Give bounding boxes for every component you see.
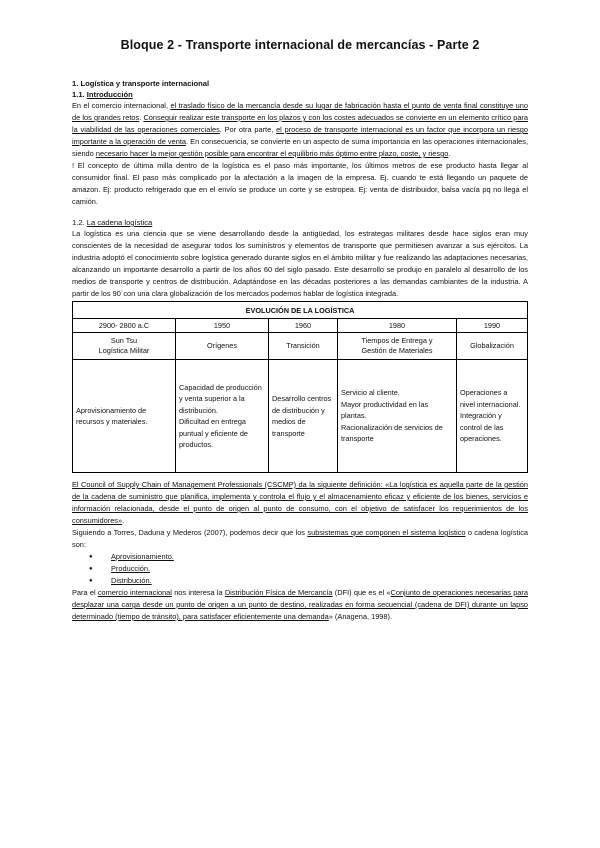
table-cell-year: 1950 xyxy=(176,319,269,333)
dfi-underlined: comercio internacional xyxy=(97,588,172,597)
intro-text: . xyxy=(139,113,142,122)
intro-underlined-2: Conseguir realizar este transporte en los plazos y con los costes adecuados se convierte en un elemento crítico para la viabilidad de las operaciones comerciales xyxy=(72,113,528,134)
table-row-years xyxy=(73,319,528,333)
table-cell-description: Capacidad de producción y venta superior a la distribución. Dificultad en entrega puntual y eficiente de productos. xyxy=(176,360,269,473)
dfi-text: Para el xyxy=(72,588,96,597)
subsystems-text: Siguiendo a Torres, Daduna y Mederos (2007), podemos decir que los xyxy=(72,528,306,537)
dfi-underlined: Distribución Física de Mercancía xyxy=(224,588,333,597)
intro-text: . En consecuencia, se convierte en un aspecto de suma importancia en las operaciones internacionales, siendo xyxy=(72,137,528,158)
table-cell-description: Desarrollo centros de distribución y medios de transporte xyxy=(269,360,338,473)
subsection-heading-cadena xyxy=(72,217,528,228)
table-cell-year: 2900- 2800 a.C xyxy=(73,319,176,333)
intro-paragraph xyxy=(72,100,528,160)
document-page xyxy=(72,38,528,623)
dfi-underlined: Conjunto de operaciones necesarias para desplazar una carga desde un punto de origen a un punto de destino, realizadas en forma secuencial (cadena de DFI) durante un lapso determinado (tiempo de tránsito), para satisfacer eficientemente una demanda xyxy=(72,588,528,621)
intro-text: . Por otra parte, xyxy=(219,125,274,134)
table-cell-phase: Sun Tsu Logística Militar xyxy=(73,333,176,360)
table-cell-year: 1980 xyxy=(338,319,457,333)
table-cell-phase: Globalización xyxy=(457,333,528,360)
table-cell-description: Servicio al cliente. Mayor productividad en las plantas. Racionalización de servicios de transporte xyxy=(338,360,457,473)
intro-underlined-4: necesario hacer la mejor gestión posible para encontrar el equilibrio más óptimo entre plazo, coste, y riesgo xyxy=(95,149,449,158)
intro-underlined-3: el proceso de transporte internacional es un factor que incorpora un riesgo importante a la operación de venta xyxy=(72,125,528,146)
intro-underlined-1: el traslado físico de la mercancía desde su lugar de fabricación hasta el punto de venta final constituye uno de los grandes retos xyxy=(72,101,528,122)
list-item: ● Aprovisionamiento. xyxy=(111,551,528,563)
subsystems-underlined: subsistemas que componen el sistema logístico xyxy=(307,528,466,537)
table-cell-phase: Tiempos de Entrega y Gestión de Materiales xyxy=(338,333,457,360)
table-cell-year: 1960 xyxy=(269,319,338,333)
intro-text: . xyxy=(448,149,451,158)
table-cell-phase: Orígenes xyxy=(176,333,269,360)
subsection-number: 1.2. xyxy=(72,218,85,227)
table-header: EVOLUCIÓN DE LA LOGÍSTICA xyxy=(73,302,528,319)
document-title: Bloque 2 - Transporte internacional de mercancías - Parte 2 xyxy=(120,38,480,52)
note-paragraph: ! El concepto de última milla dentro de la logística es el paso más importante, los últimos metros de ese producto hasta llegar al consumidor final. El paso más complicado por la afectación a la imagen de la empresa. Ej. cuando te está llegando un paquete de amazon. Ej: producto refrigerado que en el envío se produce un corte y se estropea. Ej: venta de distribuidor, balsa vacía pq no llega el camión. xyxy=(72,161,528,206)
definition-quote: El Council of Supply Chain of Management Professionals (CSCMP) da la siguiente definición: «La logística es aquella parte de la gestión de la cadena de suministro que planifica, implementa y controla el flujo y el almacenamiento eficaz y eficiente de los bienes, servicios e información relacionada, desde el punto de origen al punto de consumo, con el objetivo de satisfacer los requerimientos de los consumidores» xyxy=(72,480,528,525)
dfi-text: » (Anagena, 1998). xyxy=(328,612,393,621)
table-cell-description: Operaciones a nivel internacional. Integración y control de las operaciones. xyxy=(457,360,528,473)
table-row-phases xyxy=(73,333,528,360)
table-cell-description: Aprovisionamiento de recursos y materiales. xyxy=(73,360,176,473)
cadena-paragraph: La logística es una ciencia que se viene desarrollando desde la antigüedad, los estrategas militares desde hace siglos eran muy conscientes de la necesidad de asegurar todos los suministros y elementos de transporte que permitiesen avanzar a sus ejércitos. La industria adoptó el conocimiento sobre logística generado durante siglos en el ámbito militar y fue realizando las adaptaciones necesarias, alcanzando un importante desarrollo a partir de los años 60 del siglo pasado. Este desarrollo se produjo en paralelo al desarrollo de los medios de transporte y centros de distribución. Adaptándose en las décadas posteriores a las demandas cambiantes de la industria. A partir de los 90´con una clara globalización de los mercados podemos hablar de logística integrada. xyxy=(72,229,528,298)
intro-text: En el comercio internacional, xyxy=(72,101,169,110)
subsystems-paragraph xyxy=(72,527,528,551)
dfi-text: (DFI) que es el « xyxy=(334,588,391,597)
definition-paragraph xyxy=(72,479,528,527)
dfi-text: nos interesa la xyxy=(174,588,223,597)
definition-text: . xyxy=(122,516,125,525)
subsystems-text: o cadena logística son: xyxy=(72,528,529,549)
list-item: ● Producción. xyxy=(111,563,528,575)
subsection-title: Introducción xyxy=(86,90,133,99)
section-heading: 1. Logística y transporte internacional xyxy=(72,79,210,88)
list-item: ● Distribución. xyxy=(111,575,528,587)
logistics-evolution-table xyxy=(72,301,528,473)
subsection-number: 1.1. xyxy=(72,90,85,99)
subsection-title: La cadena logística xyxy=(86,218,153,227)
table-cell-phase: Transición xyxy=(269,333,338,360)
subsystems-list xyxy=(72,551,528,587)
subsection-heading-intro xyxy=(72,89,528,100)
table-row-descriptions xyxy=(73,360,528,473)
dfi-paragraph xyxy=(72,587,528,623)
table-cell-year: 1990 xyxy=(457,319,528,333)
